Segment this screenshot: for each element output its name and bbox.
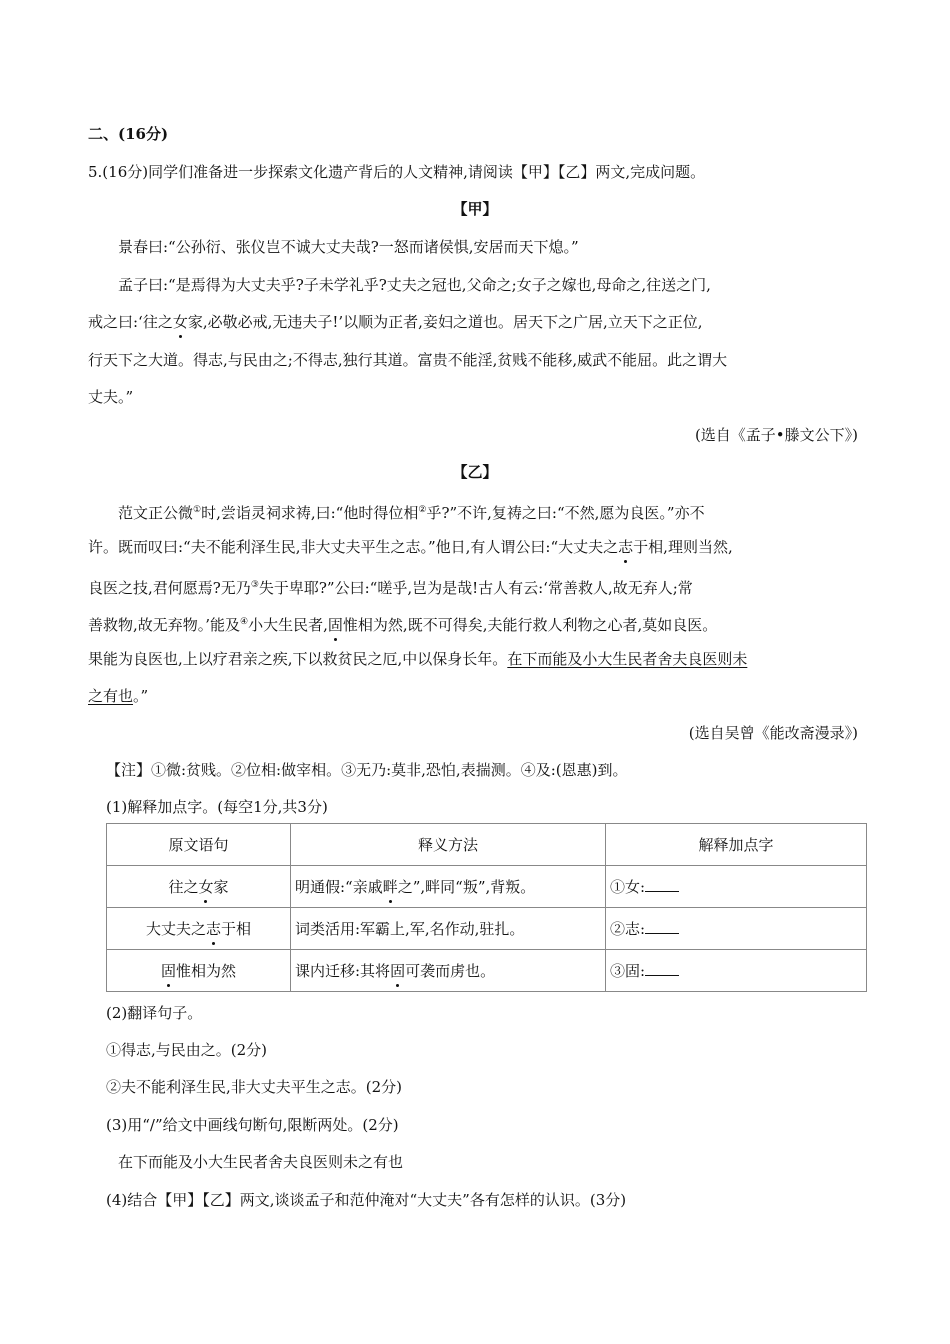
q1-label: (1)解释加点字。(每空1分,共3分) <box>106 798 328 816</box>
annotation-note: 【注】①微:贫贱。②位相:做宰相。③无乃:莫非,恐怕,表揣测。④及:(恩惠)到。 <box>106 761 628 779</box>
q3-sentence: 在下而能及小大生民者舍夫良医则未之有也 <box>118 1153 404 1171</box>
note-marker-2: ② <box>418 505 427 515</box>
answer-blank[interactable] <box>645 919 679 934</box>
section-heading: 二、(16分) <box>88 125 169 143</box>
table-row <box>107 866 867 908</box>
header-answer: 解释加点字 <box>606 824 867 866</box>
q3-label: (3)用“/”给文中画线句断句,限断两处。(2分) <box>106 1116 399 1134</box>
yi-line-5: 果能为良医也,上以疗君亲之疾,下以救贫民之厄,中以保身长年。在下而能及小大生民者舍夫良医则未 <box>88 650 748 668</box>
answer-blank[interactable] <box>645 961 679 976</box>
yi-line-4: 善救物,故无弃物。’能及④小大生民者,固惟相为然,既不可得矣,夫能行救人利物之心者,莫如良医。 <box>88 616 718 634</box>
answer-blank[interactable] <box>645 877 679 892</box>
yi-line-1: 范文正公微①时,尝诣灵祠求祷,曰:“他时得位相②乎?”不许,复祷之曰:“不然,愿为良医。”亦不 <box>118 504 705 522</box>
jia-paragraph-1: 景春曰:“公孙衍、张仪岂不诚大丈夫哉?一怒而诸侯惧,安居而天下熄。” <box>118 238 579 256</box>
header-original-sentence: 原文语句 <box>107 824 291 866</box>
jia-source: (选自《孟子•滕文公下》) <box>694 426 858 444</box>
yi-line-3: 良医之技,君何愿焉?无乃③失于卑耶?”公曰:“嗟乎,岂为是哉!古人有云:‘常善救人,故无弃人;常 <box>88 579 693 597</box>
dotted-char-gu: 固 <box>327 616 343 634</box>
row1-answer[interactable]: ①女: <box>606 866 867 908</box>
jia-title: 【甲】 <box>452 200 498 218</box>
row2-method: 词类活用:军霸上,军,名作动,驻扎。 <box>291 908 606 950</box>
table-row <box>107 908 867 950</box>
table-header-row <box>107 824 867 866</box>
yi-source: (选自吴曾《能改斋漫录》) <box>688 724 858 742</box>
row3-method: 课内迁移:其将固可袭而虏也。 <box>291 950 606 992</box>
q4-label: (4)结合【甲】【乙】两文,谈谈孟子和范仲淹对“大丈夫”各有怎样的认识。(3分) <box>106 1191 627 1209</box>
row1-method: 明通假:“亲戚畔之”,畔同“叛”,背叛。 <box>291 866 606 908</box>
row2-answer[interactable]: ②志: <box>606 908 867 950</box>
dotted-char-nu: 女 <box>172 313 188 331</box>
dotted-char-zhi: 志 <box>618 538 634 556</box>
underlined-sentence-part-1: 在下而能及小大生民者舍夫良医则未 <box>507 650 748 668</box>
q2-item-2: ②夫不能利泽生民,非大丈夫平生之志。(2分) <box>106 1078 403 1096</box>
jia-paragraph-2-line-3: 行天下之大道。得志,与民由之;不得志,独行其道。富贵不能淫,贫贱不能移,威武不能屈。此之谓大 <box>88 351 728 369</box>
jia-paragraph-2-line-1: 孟子曰:“是焉得为大丈夫乎?子未学礼乎?丈夫之冠也,父命之;女子之嫁也,母命之,往送之门, <box>118 276 711 294</box>
underlined-sentence-part-2: 之有也 <box>88 687 134 705</box>
yi-line-2: 许。既而叹曰:“夫不能利泽生民,非大丈夫平生之志。”他日,有人谓公曰:“大丈夫之志于相,理则当然, <box>88 538 733 556</box>
row3-sentence: 固惟相为然 <box>107 950 291 992</box>
q2-label: (2)翻译句子。 <box>106 1004 203 1022</box>
jia-paragraph-2-line-2: 戒之曰:‘往之女家,必敬必戒,无违夫子!’以顺为正者,妾妇之道也。居天下之广居,立天下之正位, <box>88 313 703 331</box>
q2-item-1: ①得志,与民由之。(2分) <box>106 1041 268 1059</box>
header-method: 释义方法 <box>291 824 606 866</box>
jia-paragraph-2-line-4: 丈夫。” <box>88 388 134 406</box>
note-marker-4: ④ <box>240 617 249 627</box>
table-row <box>107 950 867 992</box>
row3-answer[interactable]: ③固: <box>606 950 867 992</box>
explanation-table <box>106 823 867 992</box>
question-stem: 5.(16分)同学们准备进一步探索文化遗产背后的人文精神,请阅读【甲】【乙】两文,完成问题。 <box>88 163 706 181</box>
yi-title: 【乙】 <box>452 463 498 481</box>
yi-line-6: 之有也。” <box>88 687 149 705</box>
row1-sentence: 往之女家 <box>107 866 291 908</box>
row2-sentence: 大丈夫之志于相 <box>107 908 291 950</box>
note-marker-1: ① <box>193 505 202 515</box>
note-marker-3: ③ <box>250 580 259 590</box>
